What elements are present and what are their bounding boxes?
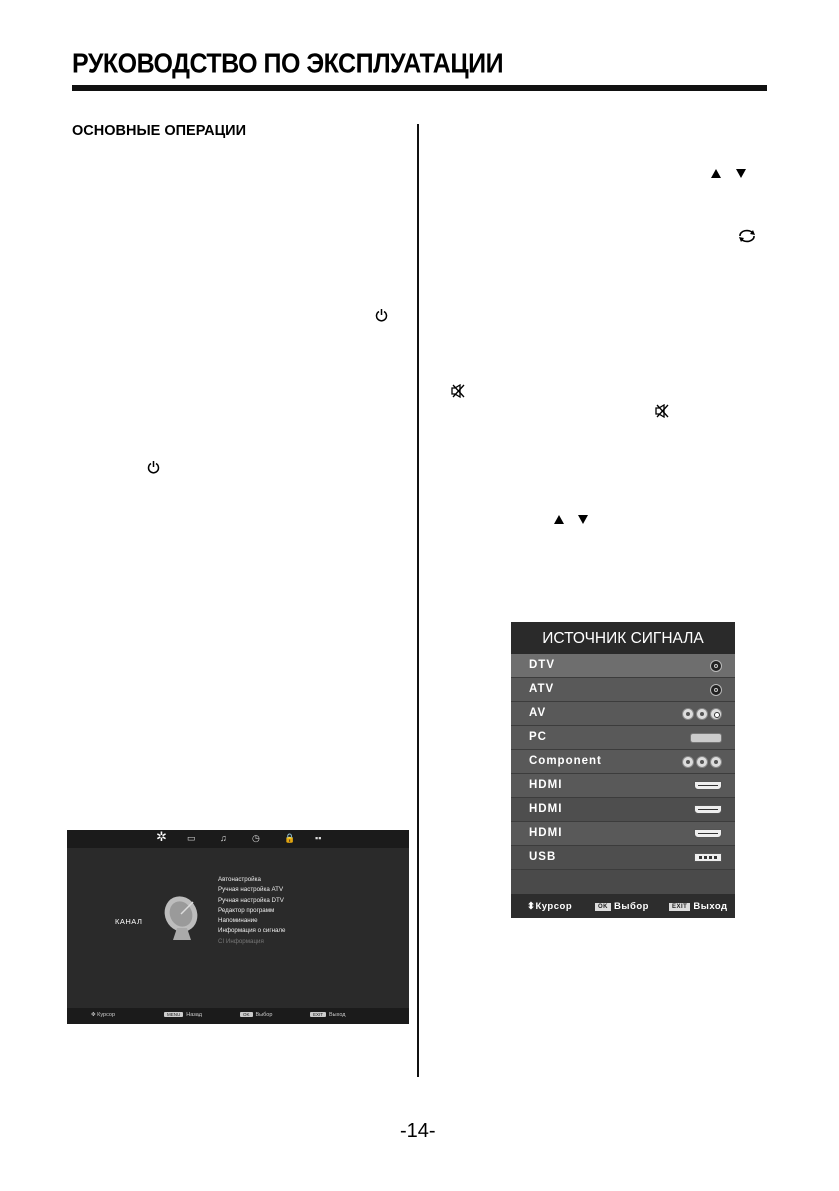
power-icon: [375, 308, 388, 322]
tv-menu-category: КАНАЛ: [115, 917, 143, 926]
exit-hint: EXIT Выход: [310, 1012, 345, 1018]
power-icon: [147, 460, 160, 474]
column-divider: [417, 124, 419, 1077]
mute-icon: [451, 384, 465, 398]
sound-icon[interactable]: ♫: [220, 833, 227, 843]
exit-key: EXIT: [669, 903, 690, 911]
source-item-dtv[interactable]: DTV: [511, 654, 735, 678]
tv-menu-list: [218, 875, 285, 947]
source-item-component[interactable]: Component: [511, 750, 735, 774]
page-title: РУКОВОДСТВО ПО ЭКСПЛУАТАЦИИ: [72, 48, 504, 80]
hdmi-port-icon: [694, 803, 722, 816]
hdmi-port-icon: [694, 827, 722, 840]
down-arrow-icon: [578, 515, 588, 524]
exit-hint: EXIT Выход: [669, 901, 728, 912]
hdmi-port-icon: [694, 779, 722, 792]
section-heading: ОСНОВНЫЕ ОПЕРАЦИИ: [72, 123, 247, 139]
up-down-arrow-icon: ⬍: [527, 901, 536, 912]
source-list: [511, 654, 735, 870]
tv-menu-item[interactable]: Напоминание: [218, 917, 258, 925]
page-number: -14-: [400, 1120, 436, 1142]
tv-menu-tabbar: [67, 830, 409, 848]
rca-jacks-icon: [682, 707, 722, 720]
title-rule: [72, 85, 767, 91]
select-hint: OK Выбор: [240, 1012, 272, 1018]
satellite-dish-icon: [163, 892, 205, 942]
tv-menu-item[interactable]: Ручная настройка DTV: [218, 896, 284, 904]
component-jacks-icon: [682, 755, 722, 768]
source-menu: [511, 622, 735, 918]
source-item-atv[interactable]: ATV: [511, 678, 735, 702]
antenna-jack-icon: [710, 659, 722, 672]
source-item-hdmi2[interactable]: HDMI: [511, 798, 735, 822]
usb-port-icon: [694, 851, 722, 864]
channel-icon[interactable]: ✲: [156, 830, 167, 844]
select-hint: OK Выбор: [595, 901, 649, 912]
menu-key: MENU: [164, 1012, 183, 1017]
source-item-av[interactable]: AV: [511, 702, 735, 726]
source-menu-footer: [511, 894, 735, 918]
source-item-pc[interactable]: PC: [511, 726, 735, 750]
up-arrow-icon: [554, 515, 564, 524]
setup-icon[interactable]: ▪▪: [315, 833, 322, 843]
cursor-hint: ⬍Курсор: [527, 901, 573, 912]
source-item-hdmi3[interactable]: HDMI: [511, 822, 735, 846]
cursor-icon: ✥: [91, 1012, 98, 1018]
tv-menu-item[interactable]: Информация о сигнале: [218, 927, 286, 935]
source-item-hdmi1[interactable]: HDMI: [511, 774, 735, 798]
cursor-hint: ✥ Курсор: [91, 1012, 116, 1018]
ok-key: OK: [240, 1012, 253, 1017]
source-menu-title: ИСТОЧНИК СИГНАЛА: [542, 630, 704, 647]
time-icon[interactable]: ◷: [252, 833, 260, 843]
tv-menu-item[interactable]: Ручная настройка ATV: [218, 886, 284, 894]
up-arrow-icon: [711, 169, 721, 178]
tv-menu-footer: [67, 1008, 409, 1024]
down-arrow-icon: [736, 169, 746, 178]
lock-icon[interactable]: 🔒: [284, 833, 296, 843]
antenna-jack-icon: [710, 683, 722, 696]
source-menu-header: [511, 622, 735, 654]
source-item-usb[interactable]: USB: [511, 846, 735, 870]
return-icon: [737, 229, 757, 243]
picture-icon[interactable]: ▭: [187, 833, 196, 843]
tv-channel-menu: [67, 830, 409, 1024]
mute-icon: [655, 404, 669, 418]
ok-key: OK: [595, 903, 611, 911]
back-hint: MENU Назад: [164, 1012, 202, 1018]
vga-port-icon: [690, 731, 722, 744]
tv-menu-item-disabled: CI Информация: [218, 937, 264, 945]
tv-menu-item[interactable]: Редактор программ: [218, 906, 275, 914]
exit-key: EXIT: [310, 1012, 326, 1017]
tv-menu-item[interactable]: Автонастройка: [218, 876, 261, 883]
